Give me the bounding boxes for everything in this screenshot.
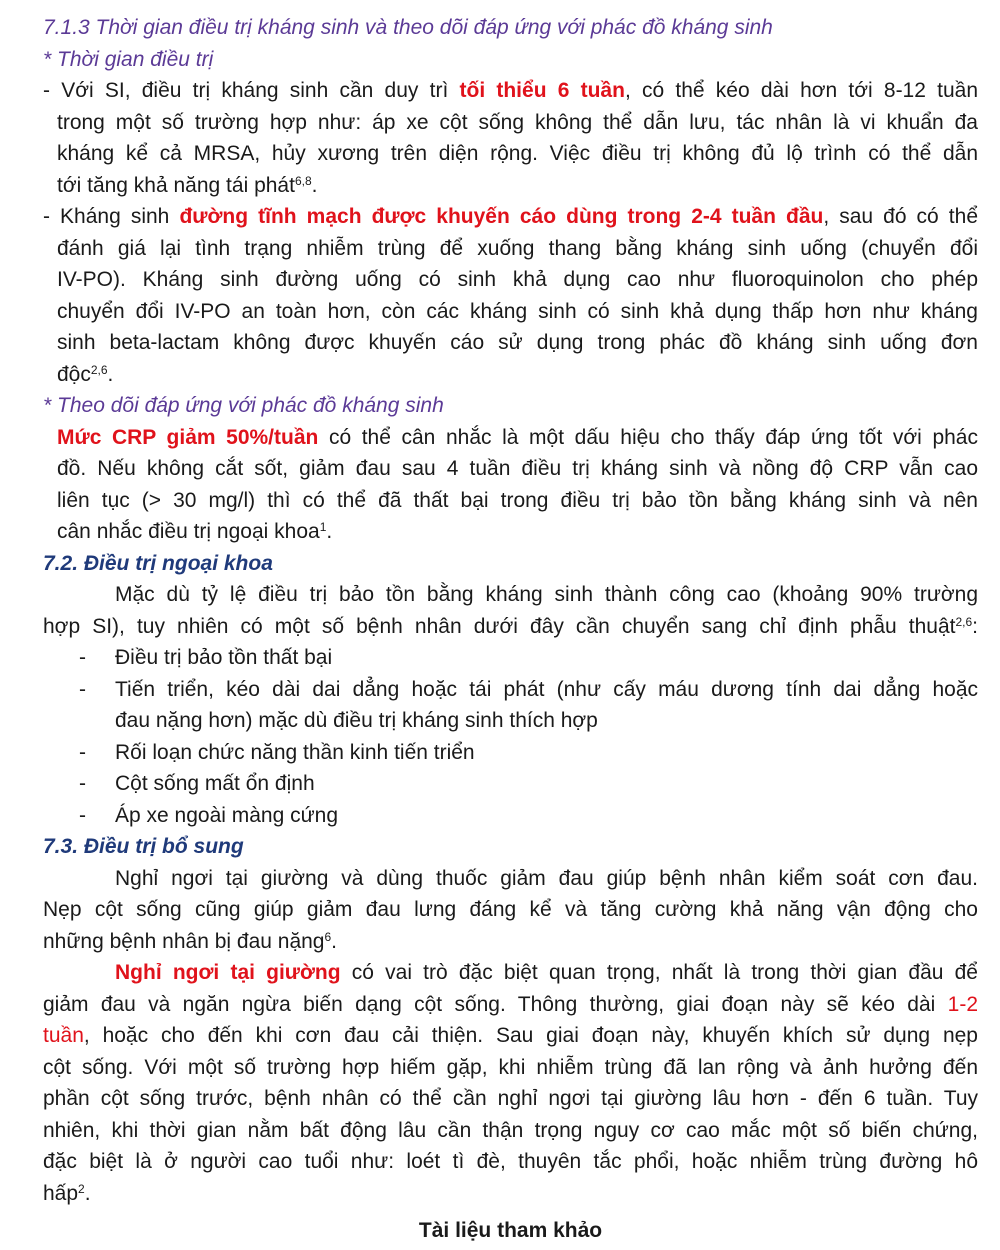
list-item: - Điều trị bảo tồn thất bại bbox=[79, 646, 333, 669]
paragraph-line: tuần, hoặc cho đến khi cơn đau cải thiện. Sau giai đoạn này, khuyến khích sử dụng nẹp bbox=[43, 1024, 978, 1047]
list-item: - Cột sống mất ổn định bbox=[79, 772, 315, 795]
citation: 1 bbox=[319, 520, 327, 534]
citation: 2 bbox=[78, 1181, 85, 1196]
references-heading: Tài liệu tham khảo bbox=[418, 1219, 603, 1242]
paragraph-line: Mặc dù tỷ lệ điều trị bảo tồn bằng kháng sinh thành công cao (khoảng 90% trường bbox=[115, 583, 978, 606]
paragraph-line: đặc biệt là ở người cao tuổi như: loét tì đè, thuyên tắc phổi, hoặc nhiễm trùng đường hô bbox=[43, 1150, 978, 1173]
paragraph-line: sinh beta-lactam không được khuyến cáo sử dụng trong phác đồ kháng sinh uống đơn bbox=[57, 331, 978, 354]
paragraph-line: hợp SI), tuy nhiên có một số bệnh nhân dưới đây cần chuyển sang chỉ định phẫu thuật$^{2,6}$: bbox=[43, 614, 978, 638]
paragraph-line: kháng kể cả MRSA, hủy xương trên diện rộng. Việc điều trị không đủ lộ trình có thể dẫn bbox=[57, 142, 978, 165]
highlight-crp: Mức CRP giảm 50%/tuần bbox=[57, 425, 319, 449]
highlight-1-2: 1-2 bbox=[947, 992, 978, 1016]
subheading-monitoring: * Theo dõi đáp ứng với phác đồ kháng sinh bbox=[43, 394, 444, 417]
paragraph-line: phần cột sống trước, bệnh nhân có thể cần nghỉ ngơi tại giường lâu hơn - đến 6 tuần. Tuy bbox=[43, 1087, 978, 1110]
highlight-iv-2-4-weeks: đường tĩnh mạch được khuyến cáo dùng trong 2-4 tuần đầu bbox=[179, 205, 824, 228]
list-item: - Áp xe ngoài màng cứng bbox=[79, 803, 339, 827]
paragraph-line: IV-PO). Kháng sinh đường uống có sinh khả dụng cao như fluoroquinolon cho phép bbox=[57, 268, 978, 291]
section-7-2-title: 7.2. Điều trị ngoại khoa bbox=[43, 551, 273, 575]
paragraph-line: Nghỉ ngơi tại giường có vai trò đặc biệt quan trọng, nhất là trong thời gian đầu để bbox=[115, 961, 978, 984]
highlight-min-6-weeks: tối thiểu 6 tuần bbox=[459, 79, 625, 102]
paragraph-line: hấp$^2$. bbox=[43, 1181, 91, 1205]
paragraph-line: trong một số trường hợp như: áp xe cột sống không thể dẫn lưu, tác nhân là vi khuẩn đa bbox=[57, 110, 978, 134]
citation: 6,8 bbox=[294, 173, 312, 188]
paragraph-line: Mức CRP giảm 50%/tuần có thể cân nhắc là một dấu hiệu cho thấy đáp ứng tốt với phác bbox=[57, 425, 978, 449]
citation: 2,6 bbox=[90, 362, 108, 377]
section-7-3-title: 7.3. Điều trị bổ sung bbox=[43, 835, 244, 858]
subheading-treatment-duration: * Thời gian điều trị bbox=[43, 47, 214, 71]
list-item-continuation: đau nặng hơn) mặc dù điều trị kháng sinh thích hợp bbox=[115, 709, 598, 732]
paragraph-line: độc$^{2,6}$. bbox=[57, 362, 114, 386]
paragraph-line: liên tục (> 30 mg/l) thì có thể đã thất bại trong điều trị bảo tồn bằng kháng sinh và nên bbox=[57, 488, 978, 512]
paragraph-line: giảm đau và ngăn ngừa biến dạng cột sống. Thông thường, giai đoạn này sẽ kéo dài 1-2 bbox=[43, 992, 978, 1016]
citation: 2,6 bbox=[955, 614, 973, 629]
highlight-bed-rest: Nghỉ ngơi tại giường bbox=[115, 961, 341, 984]
paragraph-line: đánh giá lại tình trạng nhiễm trùng để xuống thang bằng kháng sinh uống (chuyển đổi bbox=[57, 236, 978, 260]
paragraph-line: cân nhắc điều trị ngoại khoa$^1$. bbox=[57, 520, 333, 543]
paragraph-line: đồ. Nếu không cắt sốt, giảm đau sau 4 tuần điều trị kháng sinh và nồng độ CRP vẫn cao bbox=[57, 457, 978, 480]
list-item: - Tiến triển, kéo dài dai dẳng hoặc tái phát (như cấy máu dương tính dai dẳng hoặc bbox=[79, 677, 978, 701]
highlight-weeks: tuần bbox=[43, 1024, 84, 1047]
paragraph-line: Nghỉ ngơi tại giường và dùng thuốc giảm đau giúp bệnh nhân kiểm soát cơn đau. bbox=[115, 866, 978, 890]
list-item: - Rối loạn chức năng thần kinh tiến triển bbox=[79, 740, 475, 764]
section-7-1-3-title: 7.1.3 Thời gian điều trị kháng sinh và theo dõi đáp ứng với phác đồ kháng sinh bbox=[43, 16, 773, 39]
paragraph-line: tới tăng khả năng tái phát$^{6,8}$. bbox=[57, 173, 318, 197]
paragraph-line: chuyển đổi IV-PO an toàn hơn, còn các kháng sinh có sinh khả dụng thấp hơn như kháng bbox=[57, 299, 978, 323]
paragraph-line: nhiên, khi thời gian nằm bất động lâu cần thận trọng nguy cơ cao mắc một số biến chứng, bbox=[43, 1118, 978, 1142]
paragraph-line: những bệnh nhân bị đau nặng$^6$. bbox=[43, 929, 338, 953]
document-page bbox=[43, 12, 978, 1247]
paragraph-line: cột sống. Với một số trường hợp hiếm gặp, khi nhiễm trùng đã lan rộng và ảnh hưởng đến bbox=[43, 1055, 978, 1079]
paragraph-line: - Kháng sinh đường tĩnh mạch được khuyến cáo dùng trong 2-4 tuần đầu, sau đó có thể bbox=[43, 205, 978, 228]
paragraph-line: - Với SI, điều trị kháng sinh cần duy trì tối thiểu 6 tuần, có thể kéo dài hơn tới 8-12 tuần bbox=[43, 79, 978, 102]
citation: 6 bbox=[324, 929, 332, 944]
paragraph-line: Nẹp cột sống cũng giúp giảm đau lưng đáng kể và tăng cường khả năng vận động cho bbox=[43, 898, 978, 921]
